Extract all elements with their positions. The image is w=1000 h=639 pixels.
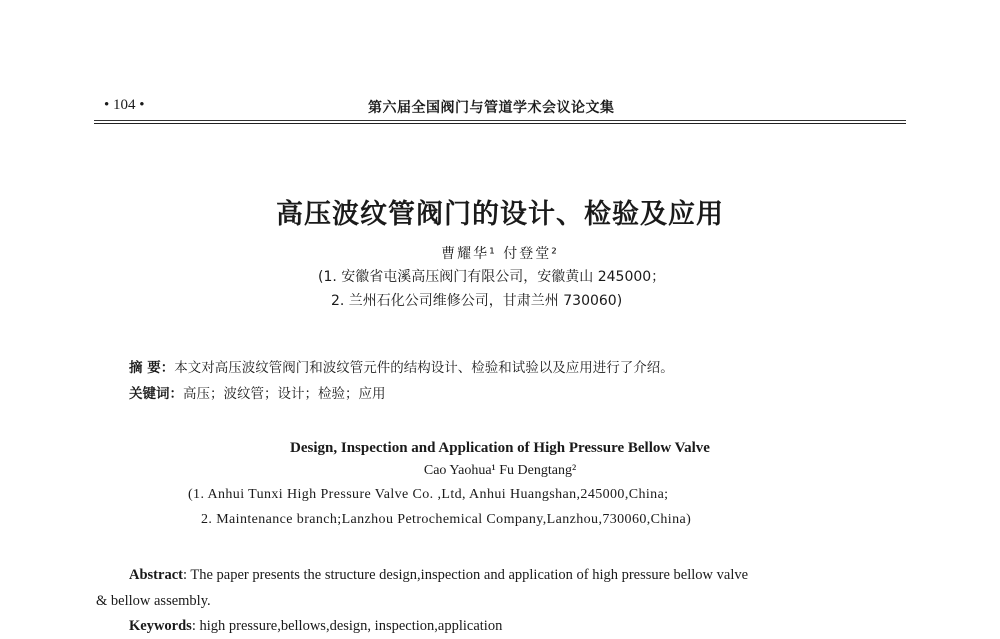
paper-title-chinese: 高压波纹管阀门的设计、检验及应用	[276, 199, 724, 230]
paper-title-english: Design, Inspection and Application of High Pressure Bellow Valve	[290, 440, 710, 456]
affiliation-english-1: (1. Anhui Tunxi High Pressure Valve Co. ,Ltd, Anhui Huangshan,245000,China;	[188, 487, 669, 502]
header-rule-thick	[94, 123, 906, 124]
keywords-chinese-text: 高压；波纹管；设计；检验；应用	[183, 386, 386, 402]
abstract-english-line-1	[129, 567, 748, 584]
page-number: • 104 •	[104, 97, 145, 113]
abstract-english-line-2: & bellow assembly.	[96, 593, 211, 609]
authors-english: Cao Yaohua¹ Fu Dengtang²	[423, 463, 577, 478]
affiliation-english-2: 2. Maintenance branch;Lanzhou Petrochemical Company,Lanzhou,730060,China)	[201, 512, 692, 527]
keywords-english	[129, 618, 502, 635]
running-header-title: 第六届全国阀门与管道学术会议论文集	[368, 100, 615, 116]
keywords-chinese	[129, 382, 386, 402]
abstract-chinese-label: 摘 要：	[129, 360, 175, 376]
abstract-chinese	[129, 356, 674, 376]
abstract-english-label: Abstract	[129, 567, 183, 583]
keywords-chinese-label: 关键词：	[129, 386, 183, 402]
keywords-english-text: : high pressure,bellows,design, inspection,application	[191, 618, 503, 634]
abstract-chinese-text: 本文对高压波纹管阀门和波纹管元件的结构设计、检验和试验以及应用进行了介绍。	[174, 360, 674, 376]
abstract-english-text-1: : The paper presents the structure design,inspection and application of high pressure bellow valve	[182, 567, 749, 583]
keywords-english-label: Keywords	[129, 618, 192, 634]
header-rule-thin	[94, 120, 906, 121]
authors-chinese: 曹耀华¹ 付登堂²	[441, 246, 559, 262]
affiliation-chinese-2: 2. 兰州石化公司维修公司，甘肃兰州 730060)	[331, 293, 623, 309]
affiliation-chinese-1: (1. 安徽省屯溪高压阀门有限公司，安徽黄山 245000；	[318, 269, 666, 285]
